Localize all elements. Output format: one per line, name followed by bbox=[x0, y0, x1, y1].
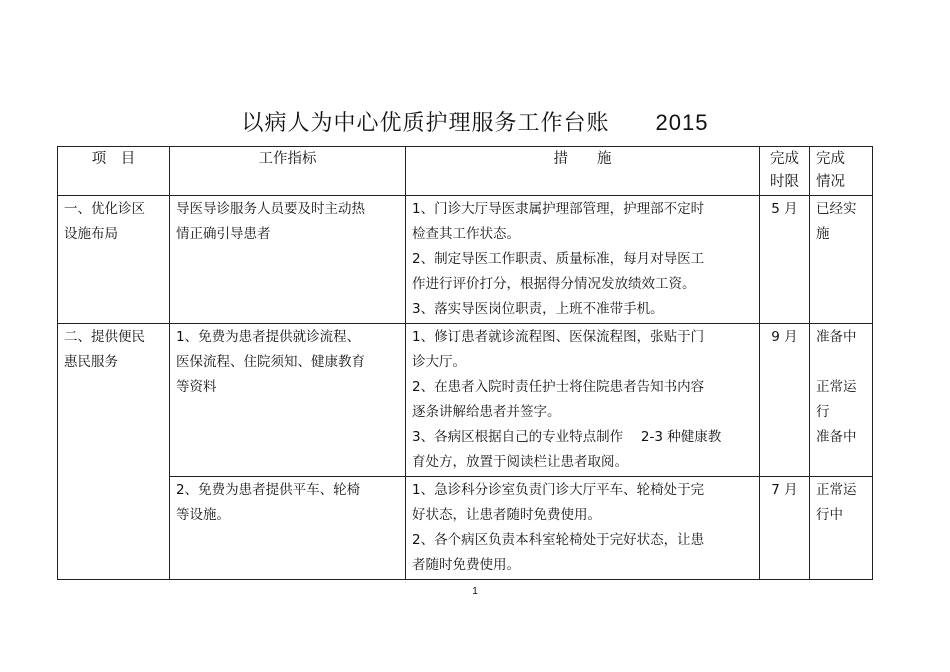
row2-status-line-3: 行 bbox=[816, 404, 830, 420]
title-text: 以病人为中心优质护理服务工作台账 bbox=[241, 111, 610, 136]
row1-project-line-2: 设施布局 bbox=[64, 226, 118, 242]
header-deadline bbox=[760, 147, 810, 196]
row1-deadline: 5 月 bbox=[760, 196, 810, 324]
row2-measure-line-2: 诊大厅。 bbox=[412, 354, 466, 370]
row3-status bbox=[810, 477, 873, 580]
row2-measure-line-4: 逐条讲解给患者并签字。 bbox=[412, 404, 561, 420]
row2-indicator-line-2: 医保流程、住院须知、健康教育 bbox=[176, 354, 365, 370]
row1-status-line-1: 已经实 bbox=[816, 201, 857, 217]
row2-deadline: 9 月 bbox=[760, 324, 810, 477]
row2-project-line-1: 二、提供便民 bbox=[64, 329, 145, 345]
row2-status-line-2: 正常运 bbox=[816, 379, 857, 395]
row2-status-line-1: 准备中 bbox=[816, 329, 857, 345]
row2-measure-line-5: 3、各病区根据自己的专业特点制作 2-3 种健康教 bbox=[412, 429, 722, 445]
row1-indicator bbox=[170, 196, 406, 324]
header-row bbox=[58, 147, 873, 196]
table-row bbox=[58, 196, 873, 324]
row3-measure-line-1: 1、急诊科分诊室负责门诊大厅平车、轮椅处于完 bbox=[412, 482, 705, 498]
row3-indicator bbox=[170, 477, 406, 580]
row2-project bbox=[58, 324, 170, 580]
row3-measures bbox=[406, 477, 760, 580]
row3-status-line-2: 行中 bbox=[816, 507, 843, 523]
row3-measure-line-2: 好状态，让患者随时免费使用。 bbox=[412, 507, 601, 523]
row2-project-line-2: 惠民服务 bbox=[64, 354, 118, 370]
row2-measure-line-3: 2、在患者入院时责任护士将住院患者告知书内容 bbox=[412, 379, 705, 395]
header-project: 项 目 bbox=[58, 147, 170, 196]
row1-measure-line-2: 检查其工作状态。 bbox=[412, 226, 520, 242]
page-number: 1 bbox=[472, 586, 478, 597]
row2-indicator-line-3: 等资料 bbox=[176, 379, 217, 395]
row1-measures bbox=[406, 196, 760, 324]
row3-indicator-line-2: 等设施。 bbox=[176, 507, 230, 523]
row2-measures bbox=[406, 324, 760, 477]
table-row bbox=[58, 477, 873, 580]
nursing-service-ledger-table bbox=[57, 146, 873, 580]
header-indicator: 工作指标 bbox=[170, 147, 406, 196]
row2-status-line-4: 准备中 bbox=[816, 429, 857, 445]
row1-status bbox=[810, 196, 873, 324]
header-measures: 措 施 bbox=[406, 147, 760, 196]
row2-status-spacer bbox=[816, 350, 866, 375]
title-year: 2015 bbox=[655, 110, 709, 135]
row1-indicator-line-1: 导医导诊服务人员要及时主动热 bbox=[176, 201, 365, 217]
row2-measure-line-1: 1、修订患者就诊流程图、医保流程图，张贴于门 bbox=[412, 329, 705, 345]
header-deadline-line-2: 时限 bbox=[770, 174, 799, 190]
row2-status bbox=[810, 324, 873, 477]
row1-measure-line-3: 2、制定导医工作职责、质量标准，每月对导医工 bbox=[412, 251, 705, 267]
page-title bbox=[0, 106, 950, 137]
table-row bbox=[58, 324, 873, 477]
row2-measure-line-6: 育处方，放置于阅读栏让患者取阅。 bbox=[412, 454, 628, 470]
row3-status-line-1: 正常运 bbox=[816, 482, 857, 498]
row2-indicator-line-1: 1、免费为患者提供就诊流程、 bbox=[176, 329, 361, 345]
row3-measure-line-4: 者随时免费使用。 bbox=[412, 557, 520, 573]
header-status-line-2: 情况 bbox=[816, 174, 845, 190]
row1-project-line-1: 一、优化诊区 bbox=[64, 201, 145, 217]
header-status-line-1: 完成 bbox=[816, 151, 845, 167]
row1-measure-line-1: 1、门诊大厅导医隶属护理部管理，护理部不定时 bbox=[412, 201, 705, 217]
row1-measure-line-5: 3、落实导医岗位职责，上班不准带手机。 bbox=[412, 301, 664, 317]
row1-project bbox=[58, 196, 170, 324]
row1-measure-line-4: 作进行评价打分，根据得分情况发放绩效工资。 bbox=[412, 276, 696, 292]
row2-indicator bbox=[170, 324, 406, 477]
row3-deadline: 7 月 bbox=[760, 477, 810, 580]
row1-indicator-line-2: 情正确引导患者 bbox=[176, 226, 271, 242]
header-status bbox=[810, 147, 873, 196]
row1-status-line-2: 施 bbox=[816, 226, 830, 242]
row3-measure-line-3: 2、各个病区负责本科室轮椅处于完好状态，让患 bbox=[412, 532, 705, 548]
row3-indicator-line-1: 2、免费为患者提供平车、轮椅 bbox=[176, 482, 361, 498]
header-deadline-line-1: 完成 bbox=[770, 151, 799, 167]
